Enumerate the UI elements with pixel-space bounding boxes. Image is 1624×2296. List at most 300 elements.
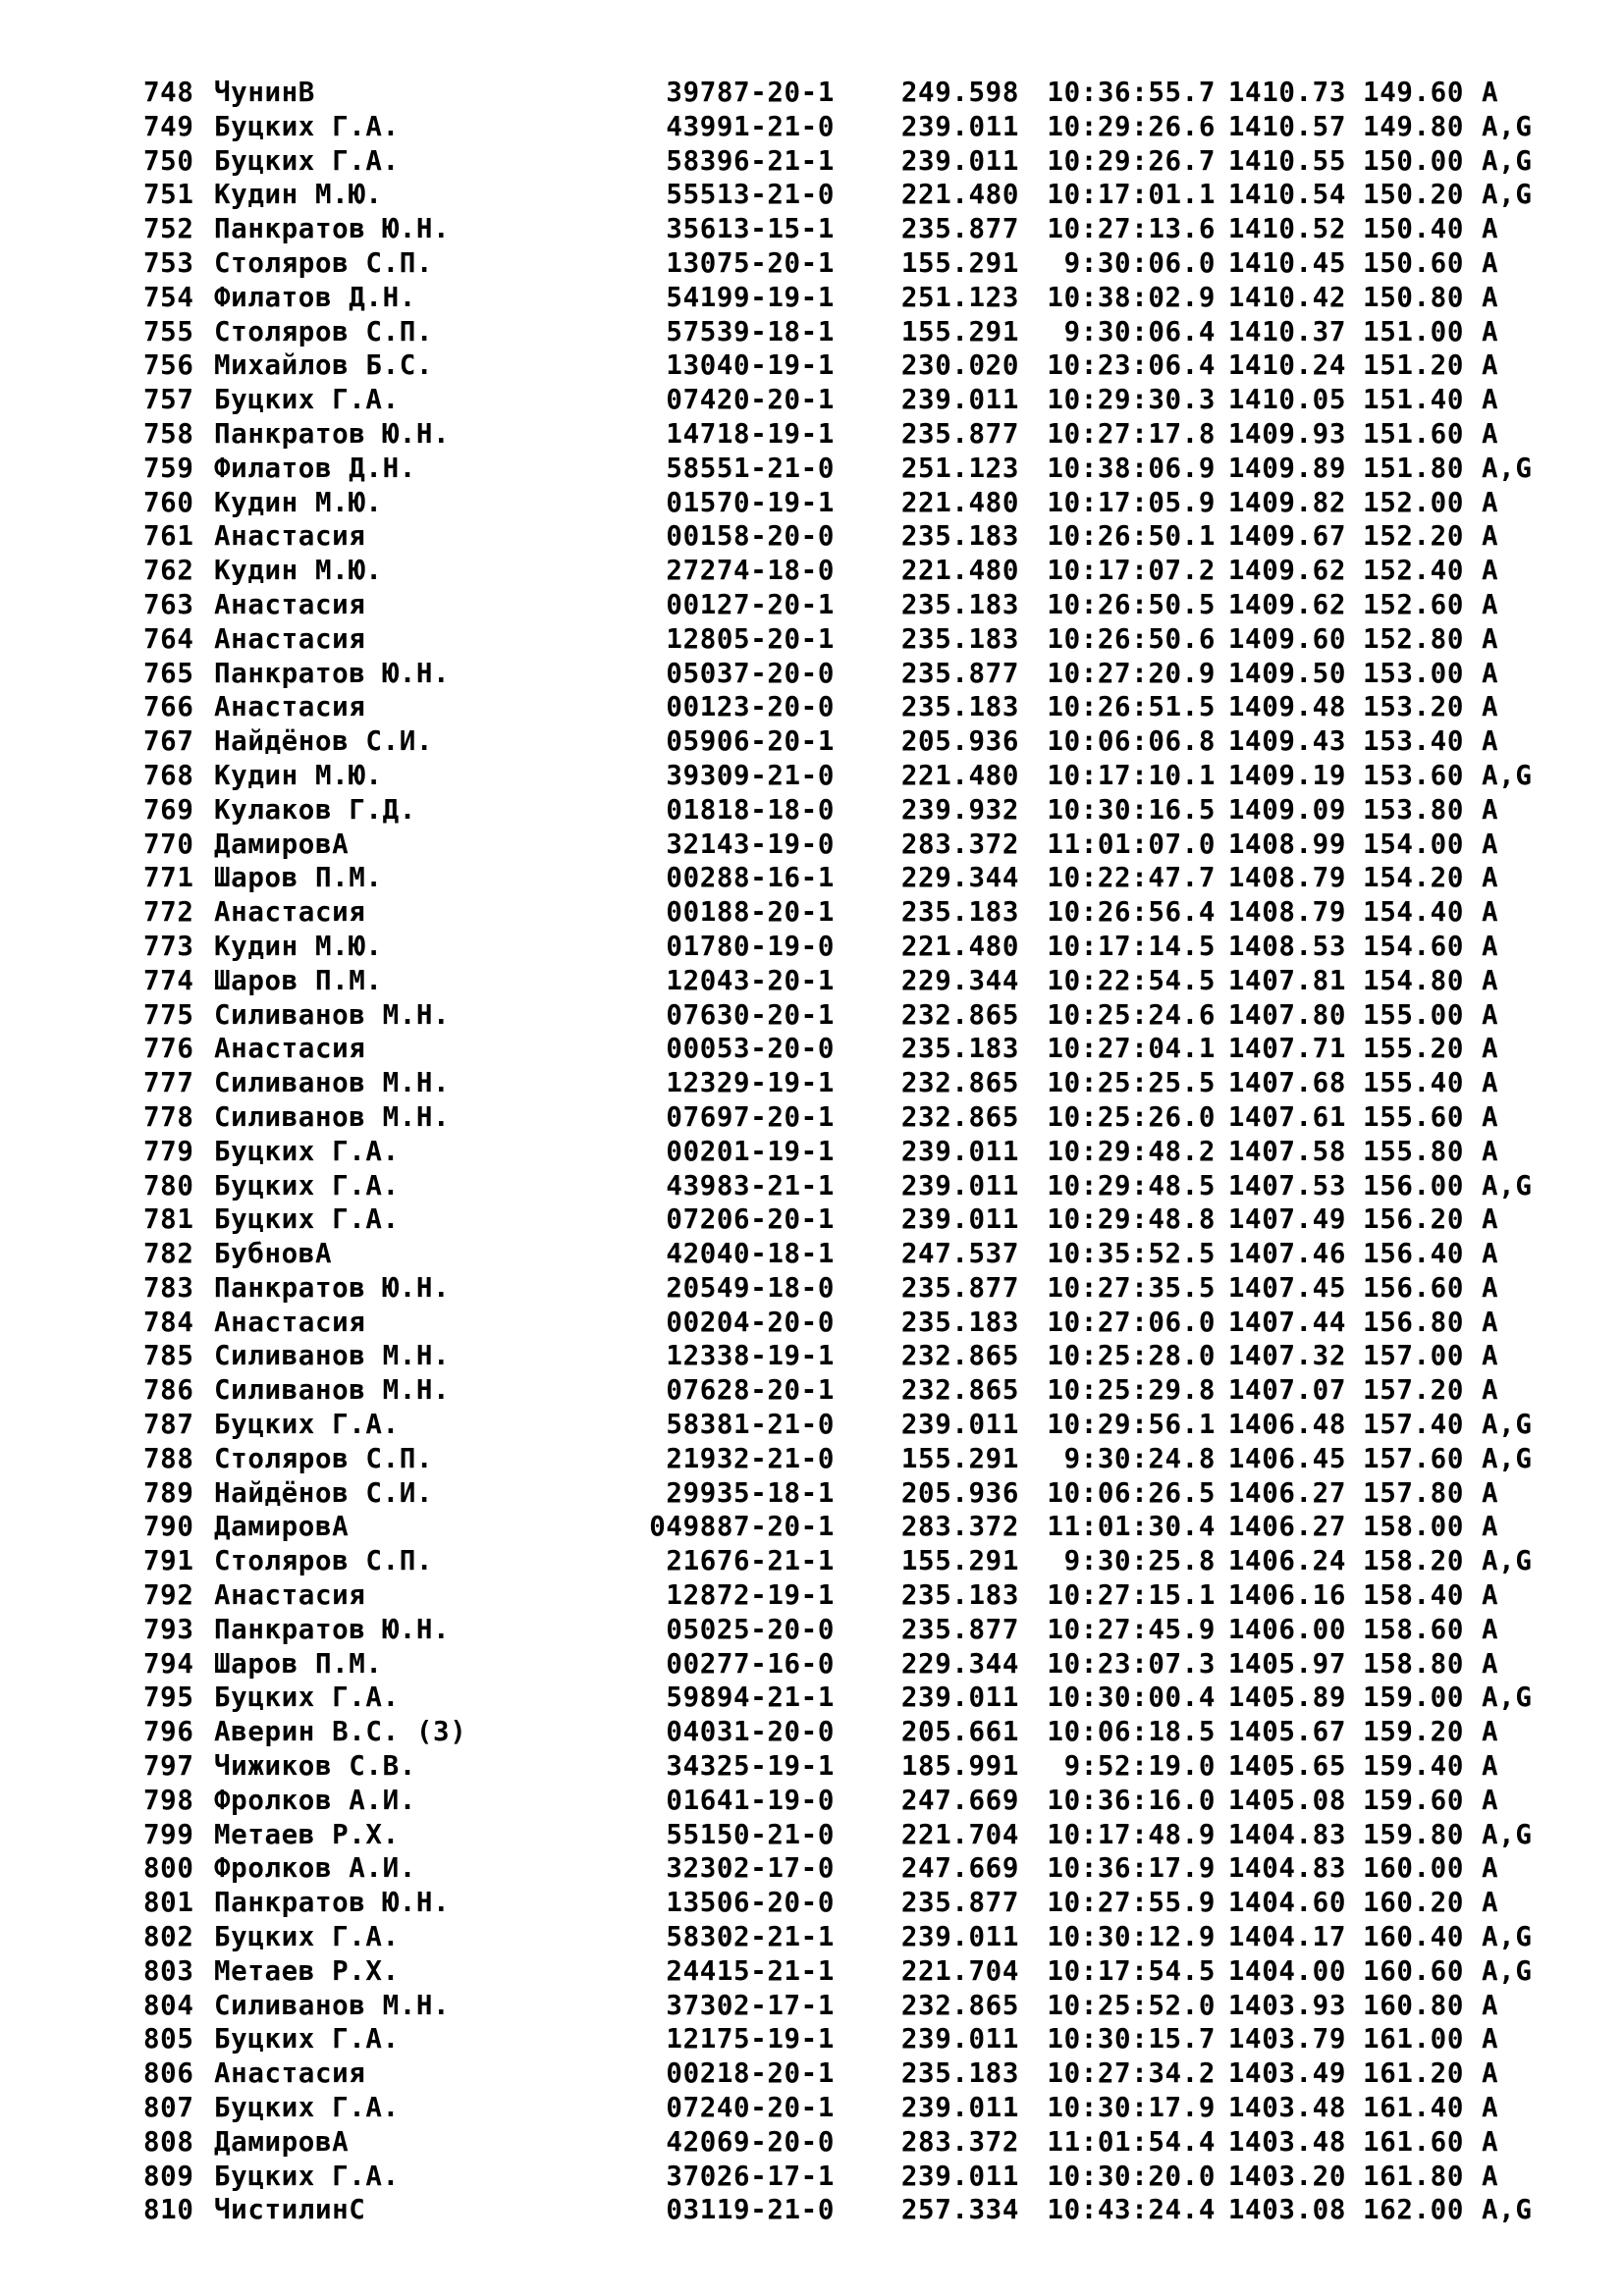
points: 155.20	[1363, 1033, 1464, 1065]
arrival-time: 10:17:05.9	[1047, 486, 1216, 518]
arrival-time: 10:26:50.1	[1047, 520, 1216, 553]
class-code: A	[1482, 1784, 1499, 1816]
class-code: A	[1482, 417, 1499, 450]
points: 158.00	[1363, 1511, 1464, 1543]
speed: 1409.48	[1227, 691, 1346, 723]
place-number: 784	[143, 1306, 194, 1338]
fancier-name: Кудин М.Ю.	[214, 930, 383, 962]
fancier-name: Столяров С.П.	[214, 1442, 434, 1474]
fancier-name: Анастасия	[214, 1306, 366, 1338]
result-row	[143, 657, 1560, 691]
fancier-name: Буцких Г.А.	[214, 1921, 400, 1953]
points: 160.80	[1363, 1989, 1464, 2021]
place-number: 757	[143, 384, 194, 416]
arrival-time: 10:30:12.9	[1047, 1921, 1216, 1953]
arrival-time: 10:06:18.5	[1047, 1716, 1216, 1748]
ring-number: 00204-20-0	[666, 1306, 835, 1338]
class-code: A	[1482, 1135, 1499, 1167]
ring-number: 00201-19-1	[666, 1135, 835, 1167]
distance: 229.344	[900, 964, 1019, 996]
arrival-time: 10:27:20.9	[1047, 657, 1216, 689]
points: 151.20	[1363, 349, 1464, 382]
distance: 205.661	[900, 1716, 1019, 1748]
speed: 1405.89	[1227, 1682, 1346, 1714]
fancier-name: БубновА	[214, 1238, 333, 1270]
distance: 239.011	[900, 2092, 1019, 2124]
fancier-name: Буцких Г.А.	[214, 1409, 400, 1441]
class-code: A	[1482, 657, 1499, 689]
ring-number: 12805-20-1	[666, 622, 835, 655]
arrival-time: 10:25:52.0	[1047, 1989, 1216, 2021]
class-code: A	[1482, 1647, 1499, 1680]
result-row	[143, 964, 1560, 998]
class-code: A	[1482, 691, 1499, 723]
place-number: 781	[143, 1203, 194, 1236]
class-code: A	[1482, 1716, 1499, 1748]
arrival-time: 10:43:24.4	[1047, 2194, 1216, 2226]
result-row	[143, 2022, 1560, 2056]
points: 161.20	[1363, 2057, 1464, 2090]
ring-number: 05906-20-1	[666, 725, 835, 758]
distance: 232.865	[900, 1100, 1019, 1133]
arrival-time: 10:17:54.5	[1047, 1954, 1216, 1987]
points: 161.80	[1363, 2160, 1464, 2192]
arrival-time: 11:01:30.4	[1047, 1511, 1216, 1543]
fancier-name: Анастасия	[214, 896, 366, 929]
place-number: 797	[143, 1750, 194, 1783]
points: 150.80	[1363, 281, 1464, 313]
speed: 1409.50	[1227, 657, 1346, 689]
ring-number: 32143-19-0	[666, 828, 835, 860]
arrival-time: 10:17:14.5	[1047, 930, 1216, 962]
points: 151.00	[1363, 315, 1464, 347]
result-row	[143, 759, 1560, 793]
fancier-name: Анастасия	[214, 622, 366, 655]
speed: 1408.79	[1227, 862, 1346, 894]
points: 152.80	[1363, 622, 1464, 655]
arrival-time: 10:22:47.7	[1047, 862, 1216, 894]
points: 157.80	[1363, 1476, 1464, 1509]
distance: 235.877	[900, 1887, 1019, 1919]
class-code: A,G	[1482, 1818, 1533, 1850]
ring-number: 37026-17-1	[666, 2160, 835, 2192]
distance: 239.011	[900, 1203, 1019, 1236]
speed: 1405.08	[1227, 1784, 1346, 1816]
class-code: A	[1482, 862, 1499, 894]
distance: 235.183	[900, 1033, 1019, 1065]
class-code: A,G	[1482, 1442, 1533, 1474]
ring-number: 05037-20-0	[666, 657, 835, 689]
place-number: 766	[143, 691, 194, 723]
arrival-time: 10:27:45.9	[1047, 1613, 1216, 1645]
place-number: 796	[143, 1716, 194, 1748]
points: 161.00	[1363, 2023, 1464, 2056]
ring-number: 57539-18-1	[666, 315, 835, 347]
speed: 1403.20	[1227, 2160, 1346, 2192]
class-code: A,G	[1482, 1682, 1533, 1714]
speed: 1410.73	[1227, 77, 1346, 108]
speed: 1406.00	[1227, 1613, 1346, 1645]
points: 157.60	[1363, 1442, 1464, 1474]
points: 150.40	[1363, 213, 1464, 245]
result-row	[143, 452, 1560, 486]
fancier-name: Силиванов М.Н.	[214, 1989, 451, 2021]
fancier-name: Найдёнов С.И.	[214, 1476, 434, 1509]
ring-number: 58551-21-0	[666, 452, 835, 484]
class-code: A	[1482, 520, 1499, 553]
fancier-name: Силиванов М.Н.	[214, 1100, 451, 1133]
distance: 155.291	[900, 1442, 1019, 1474]
arrival-time: 11:01:07.0	[1047, 828, 1216, 860]
speed: 1406.48	[1227, 1409, 1346, 1441]
speed: 1403.08	[1227, 2194, 1346, 2226]
result-row	[143, 1544, 1560, 1578]
class-code: A,G	[1482, 1954, 1533, 1987]
points: 157.00	[1363, 1340, 1464, 1372]
ring-number: 39309-21-0	[666, 759, 835, 791]
distance: 251.123	[900, 281, 1019, 313]
distance: 235.183	[900, 622, 1019, 655]
class-code: A,G	[1482, 1169, 1533, 1201]
class-code: A	[1482, 555, 1499, 587]
ring-number: 00188-20-1	[666, 896, 835, 929]
place-number: 799	[143, 1818, 194, 1850]
distance: 247.537	[900, 1238, 1019, 1270]
result-row	[143, 1613, 1560, 1647]
distance: 283.372	[900, 1511, 1019, 1543]
distance: 239.011	[900, 110, 1019, 142]
speed: 1410.52	[1227, 213, 1346, 245]
fancier-name: Анастасия	[214, 1579, 366, 1612]
fancier-name: Силиванов М.Н.	[214, 1067, 451, 1099]
points: 151.80	[1363, 452, 1464, 484]
class-code: A	[1482, 828, 1499, 860]
ring-number: 20549-18-0	[666, 1271, 835, 1304]
arrival-time: 10:17:07.2	[1047, 555, 1216, 587]
ring-number: 14718-19-1	[666, 417, 835, 450]
result-row	[143, 76, 1560, 110]
fancier-name: Анастасия	[214, 588, 366, 620]
speed: 1407.58	[1227, 1135, 1346, 1167]
arrival-time: 9:30:24.8	[1063, 1442, 1216, 1474]
ring-number: 07697-20-1	[666, 1100, 835, 1133]
speed: 1406.27	[1227, 1476, 1346, 1509]
distance: 221.480	[900, 759, 1019, 791]
speed: 1410.24	[1227, 349, 1346, 382]
speed: 1403.49	[1227, 2057, 1346, 2090]
distance: 257.334	[900, 2194, 1019, 2226]
distance: 239.011	[900, 144, 1019, 177]
points: 155.60	[1363, 1100, 1464, 1133]
speed: 1409.60	[1227, 622, 1346, 655]
speed: 1408.53	[1227, 930, 1346, 962]
points: 162.00	[1363, 2194, 1464, 2226]
points: 159.20	[1363, 1716, 1464, 1748]
ring-number: 12175-19-1	[666, 2023, 835, 2056]
distance: 239.011	[900, 1409, 1019, 1441]
place-number: 764	[143, 622, 194, 655]
place-number: 795	[143, 1682, 194, 1714]
ring-number: 13075-20-1	[666, 246, 835, 279]
class-code: A,G	[1482, 2194, 1533, 2226]
class-code: A,G	[1482, 1545, 1533, 1577]
result-row	[143, 1851, 1560, 1886]
place-number: 762	[143, 555, 194, 587]
points: 155.80	[1363, 1135, 1464, 1167]
speed: 1407.71	[1227, 1033, 1346, 1065]
fancier-name: ДамировА	[214, 1511, 350, 1543]
points: 159.40	[1363, 1750, 1464, 1783]
place-number: 802	[143, 1921, 194, 1953]
result-row	[143, 1510, 1560, 1544]
fancier-name: Кулаков Г.Д.	[214, 793, 416, 826]
ring-number: 00123-20-0	[666, 691, 835, 723]
place-number: 805	[143, 2023, 194, 2056]
fancier-name: Анастасия	[214, 1033, 366, 1065]
distance: 185.991	[900, 1750, 1019, 1783]
result-row	[143, 1237, 1560, 1271]
place-number: 770	[143, 828, 194, 860]
class-code: A	[1482, 1067, 1499, 1099]
speed: 1410.55	[1227, 144, 1346, 177]
speed: 1406.24	[1227, 1545, 1346, 1577]
ring-number: 29935-18-1	[666, 1476, 835, 1509]
points: 151.40	[1363, 384, 1464, 416]
arrival-time: 10:27:34.2	[1047, 2057, 1216, 2090]
class-code: A	[1482, 964, 1499, 996]
place-number: 755	[143, 315, 194, 347]
ring-number: 55150-21-0	[666, 1818, 835, 1850]
speed: 1407.61	[1227, 1100, 1346, 1133]
result-row	[143, 144, 1560, 179]
speed: 1407.81	[1227, 964, 1346, 996]
fancier-name: Панкратов Ю.Н.	[214, 657, 451, 689]
arrival-time: 9:30:06.0	[1063, 246, 1216, 279]
points: 160.00	[1363, 1852, 1464, 1885]
distance: 239.011	[900, 1921, 1019, 1953]
points: 152.40	[1363, 555, 1464, 587]
place-number: 792	[143, 1579, 194, 1612]
class-code: A	[1482, 1511, 1499, 1543]
distance: 155.291	[900, 315, 1019, 347]
speed: 1410.45	[1227, 246, 1346, 279]
place-number: 794	[143, 1647, 194, 1680]
arrival-time: 10:30:16.5	[1047, 793, 1216, 826]
place-number: 785	[143, 1340, 194, 1372]
speed: 1407.44	[1227, 1306, 1346, 1338]
speed: 1409.43	[1227, 725, 1346, 758]
result-row	[143, 828, 1560, 862]
class-code: A	[1482, 1203, 1499, 1236]
place-number: 800	[143, 1852, 194, 1885]
fancier-name: Буцких Г.А.	[214, 1682, 400, 1714]
place-number: 788	[143, 1442, 194, 1474]
result-row	[143, 895, 1560, 930]
points: 156.20	[1363, 1203, 1464, 1236]
distance: 232.865	[900, 998, 1019, 1031]
place-number: 775	[143, 998, 194, 1031]
ring-number: 07240-20-1	[666, 2092, 835, 2124]
result-row	[143, 486, 1560, 520]
place-number: 793	[143, 1613, 194, 1645]
distance: 221.480	[900, 930, 1019, 962]
speed: 1406.45	[1227, 1442, 1346, 1474]
distance: 232.865	[900, 1989, 1019, 2021]
speed: 1409.09	[1227, 793, 1346, 826]
class-code: A	[1482, 213, 1499, 245]
fancier-name: Панкратов Ю.Н.	[214, 213, 451, 245]
ring-number: 03119-21-0	[666, 2194, 835, 2226]
speed: 1404.60	[1227, 1887, 1346, 1919]
arrival-time: 10:36:17.9	[1047, 1852, 1216, 1885]
class-code: A	[1482, 2160, 1499, 2192]
place-number: 778	[143, 1100, 194, 1133]
ring-number: 27274-18-0	[666, 555, 835, 587]
speed: 1404.00	[1227, 1954, 1346, 1987]
distance: 221.480	[900, 486, 1019, 518]
class-code: A	[1482, 1476, 1499, 1509]
result-row	[143, 1032, 1560, 1066]
class-code: A	[1482, 1238, 1499, 1270]
fancier-name: Фролков А.И.	[214, 1852, 416, 1885]
distance: 235.183	[900, 1306, 1019, 1338]
ring-number: 55513-21-0	[666, 179, 835, 211]
arrival-time: 10:27:06.0	[1047, 1306, 1216, 1338]
place-number: 779	[143, 1135, 194, 1167]
speed: 1410.37	[1227, 315, 1346, 347]
distance: 235.877	[900, 1271, 1019, 1304]
ring-number: 39787-20-1	[666, 77, 835, 108]
ring-number: 43991-21-0	[666, 110, 835, 142]
arrival-time: 10:27:13.6	[1047, 213, 1216, 245]
fancier-name: Буцких Г.А.	[214, 2023, 400, 2056]
class-code: A	[1482, 896, 1499, 929]
ring-number: 12872-19-1	[666, 1579, 835, 1612]
class-code: A	[1482, 1989, 1499, 2021]
class-code: A	[1482, 1033, 1499, 1065]
fancier-name: Шаров П.М.	[214, 964, 383, 996]
fancier-name: Буцких Г.А.	[214, 110, 400, 142]
fancier-name: Панкратов Ю.Н.	[214, 1613, 451, 1645]
arrival-time: 10:26:56.4	[1047, 896, 1216, 929]
result-row	[143, 1408, 1560, 1442]
fancier-name: Анастасия	[214, 691, 366, 723]
fancier-name: Филатов Д.Н.	[214, 452, 416, 484]
result-row	[143, 1306, 1560, 1340]
result-row	[143, 1681, 1560, 1715]
ring-number: 00127-20-1	[666, 588, 835, 620]
arrival-time: 10:30:20.0	[1047, 2160, 1216, 2192]
distance: 230.020	[900, 349, 1019, 382]
result-row	[143, 930, 1560, 964]
points: 154.20	[1363, 862, 1464, 894]
result-row	[143, 1715, 1560, 1749]
ring-number: 12338-19-1	[666, 1340, 835, 1372]
class-code: A,G	[1482, 110, 1533, 142]
result-row	[143, 2193, 1560, 2227]
result-row	[143, 281, 1560, 315]
ring-number: 43983-21-1	[666, 1169, 835, 1201]
arrival-time: 10:25:26.0	[1047, 1100, 1216, 1133]
arrival-time: 10:26:51.5	[1047, 691, 1216, 723]
distance: 221.480	[900, 555, 1019, 587]
place-number: 761	[143, 520, 194, 553]
points: 152.00	[1363, 486, 1464, 518]
arrival-time: 10:29:30.3	[1047, 384, 1216, 416]
distance: 155.291	[900, 1545, 1019, 1577]
arrival-time: 10:30:00.4	[1047, 1682, 1216, 1714]
fancier-name: Кудин М.Ю.	[214, 759, 383, 791]
arrival-time: 10:29:56.1	[1047, 1409, 1216, 1441]
class-code: A	[1482, 1271, 1499, 1304]
class-code: A	[1482, 246, 1499, 279]
fancier-name: ЧунинВ	[214, 77, 315, 108]
result-row	[143, 861, 1560, 895]
points: 152.60	[1363, 588, 1464, 620]
class-code: A	[1482, 384, 1499, 416]
distance: 232.865	[900, 1374, 1019, 1407]
ring-number: 07206-20-1	[666, 1203, 835, 1236]
distance: 235.877	[900, 213, 1019, 245]
result-row	[143, 178, 1560, 212]
points: 153.60	[1363, 759, 1464, 791]
arrival-time: 10:17:10.1	[1047, 759, 1216, 791]
class-code: A	[1482, 2125, 1499, 2158]
result-row	[143, 1749, 1560, 1784]
place-number: 759	[143, 452, 194, 484]
fancier-name: ЧистилинС	[214, 2194, 366, 2226]
place-number: 753	[143, 246, 194, 279]
ring-number: 01570-19-1	[666, 486, 835, 518]
ring-number: 32302-17-0	[666, 1852, 835, 1885]
arrival-time: 10:35:52.5	[1047, 1238, 1216, 1270]
arrival-time: 10:29:26.6	[1047, 110, 1216, 142]
arrival-time: 10:36:55.7	[1047, 77, 1216, 108]
points: 150.20	[1363, 179, 1464, 211]
ring-number: 00277-16-0	[666, 1647, 835, 1680]
arrival-time: 10:29:48.8	[1047, 1203, 1216, 1236]
ring-number: 34325-19-1	[666, 1750, 835, 1783]
class-code: A	[1482, 793, 1499, 826]
arrival-time: 10:25:25.5	[1047, 1067, 1216, 1099]
fancier-name: Столяров С.П.	[214, 1545, 434, 1577]
result-row	[143, 724, 1560, 759]
distance: 221.704	[900, 1954, 1019, 1987]
result-row	[143, 1954, 1560, 1989]
ring-number: 00218-20-1	[666, 2057, 835, 2090]
points: 159.60	[1363, 1784, 1464, 1816]
class-code: A	[1482, 1100, 1499, 1133]
place-number: 756	[143, 349, 194, 382]
result-row	[143, 554, 1560, 588]
speed: 1409.82	[1227, 486, 1346, 518]
points: 158.40	[1363, 1579, 1464, 1612]
fancier-name: Панкратов Ю.Н.	[214, 1271, 451, 1304]
arrival-time: 10:23:06.4	[1047, 349, 1216, 382]
place-number: 801	[143, 1887, 194, 1919]
class-code: A	[1482, 930, 1499, 962]
class-code: A	[1482, 725, 1499, 758]
distance: 249.598	[900, 77, 1019, 108]
fancier-name: Панкратов Ю.Н.	[214, 417, 451, 450]
place-number: 807	[143, 2092, 194, 2124]
points: 161.60	[1363, 2125, 1464, 2158]
ring-number: 00288-16-1	[666, 862, 835, 894]
arrival-time: 10:25:24.6	[1047, 998, 1216, 1031]
result-row	[143, 622, 1560, 657]
arrival-time: 10:26:50.6	[1047, 622, 1216, 655]
distance: 221.480	[900, 179, 1019, 211]
